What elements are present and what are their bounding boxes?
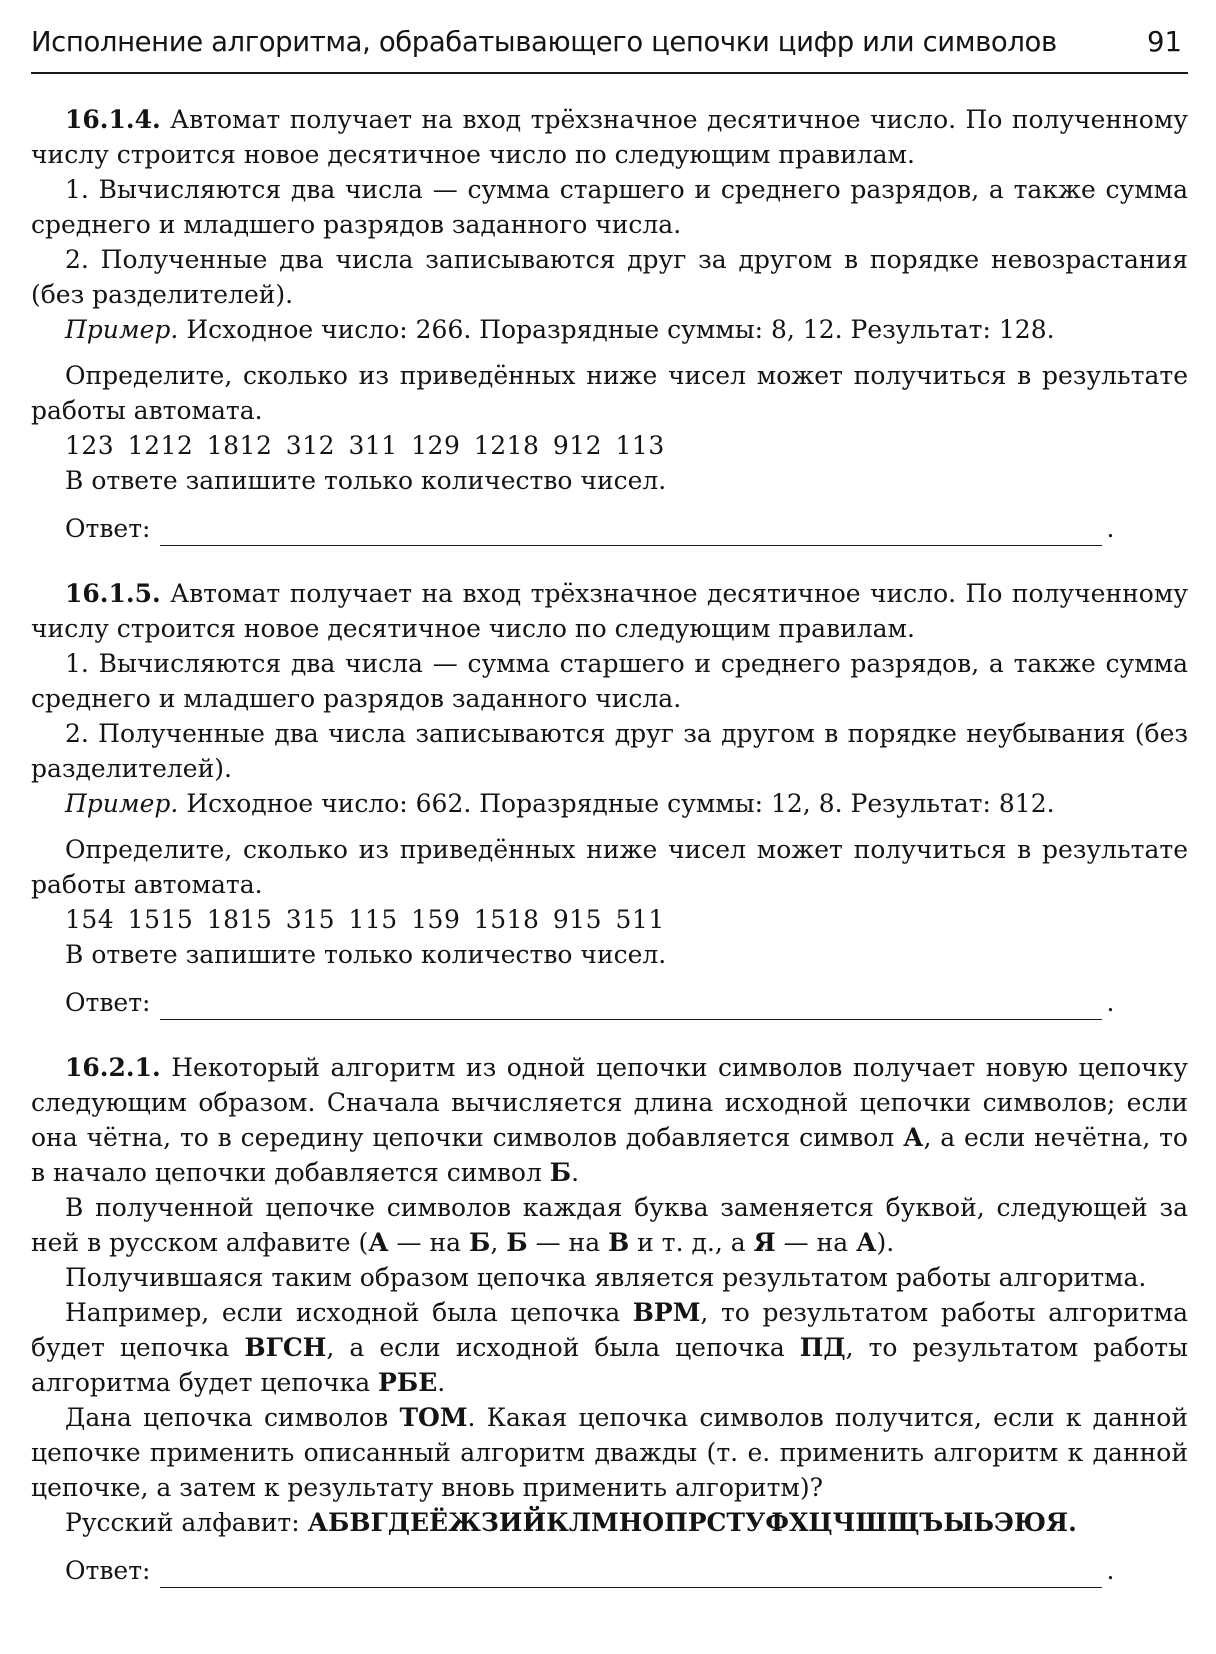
example: Пример. Исходное число: 662. Поразрядные суммы: 12, 8. Результат: 812. [65, 789, 1055, 818]
rule-2: 2. Полученные два числа записываются друг за другом в порядке невозрастания (без разделителей). [31, 245, 1188, 309]
answer-field[interactable] [160, 1559, 1102, 1588]
answer-row: Ответ: . [31, 982, 1188, 1020]
example-label: Пример. [65, 789, 179, 818]
rule-1: 1. Вычисляются два числа — сумма старшего и среднего разрядов, а также сумма среднего и младшего разрядов заданного числа. [31, 649, 1188, 713]
page-number: 91 [1147, 26, 1182, 58]
task-16-2-1 [31, 1050, 1188, 1588]
page-header [31, 22, 1188, 74]
task-16-1-5 [31, 576, 1188, 1020]
question: Дана цепочка символов ТОМ. Какая цепочка символов получится, если к данной цепочке применить описанный алгоритм дважды (т. е. применить алгоритм к данной цепочке, а затем к результату вновь применить алгоритм)? [31, 1403, 1188, 1502]
rule-2: 2. Полученные два числа записываются друг за другом в порядке неубывания (без разделителей). [31, 719, 1188, 783]
answer-field[interactable] [160, 991, 1102, 1020]
alphabet: АБВГДЕЁЖЗИЙКЛМНОПРСТУФХЦЧШЩЪЫЬЭЮЯ. [307, 1508, 1077, 1537]
instruction: В ответе запишите только количество чисел. [65, 466, 667, 495]
answer-label: Ответ: [65, 1556, 151, 1585]
replacement-rule: В полученной цепочке символов каждая буква заменяется буквой, следующей за ней в русском алфавите (А — на Б, Б — на В и т. д., а Я — на А). [31, 1193, 1188, 1257]
task-number: 16.1.5. [65, 579, 161, 608]
task-intro: 16.1.5. Автомат получает на вход трёхзначное десятичное число. По полученному числу строится новое десятичное число по следующим правилам. [31, 579, 1188, 643]
answer-row: Ответ: . [31, 1550, 1188, 1588]
chapter-title: Исполнение алгоритма, обрабатывающего цепочки цифр или символов [31, 26, 1057, 58]
question: Определите, сколько из приведённых ниже чисел может получиться в результате работы автомата. [31, 835, 1188, 899]
answer-row: Ответ: . [31, 508, 1188, 546]
alphabet-line: Русский алфавит: АБВГДЕЁЖЗИЙКЛМНОПРСТУФХЦЧШЩЪЫЬЭЮЯ. [65, 1508, 1077, 1537]
rule-1: 1. Вычисляются два числа — сумма старшего и среднего разрядов, а также сумма среднего и младшего разрядов заданного числа. [31, 175, 1188, 239]
candidate-numbers: 154 1515 1815 315 115 159 1518 915 511 [65, 905, 665, 934]
result-note: Получившаяся таким образом цепочка является результатом работы алгоритма. [65, 1263, 1147, 1292]
candidate-numbers: 123 1212 1812 312 311 129 1218 912 113 [65, 431, 665, 460]
task-number: 16.2.1. [65, 1053, 161, 1082]
task-intro: 16.2.1. Некоторый алгоритм из одной цепочки символов получает новую цепочку следующим образом. Сначала вычисляется длина исходной цепочки символов; если она чётна, то в середину цепочки символов добавляется символ А, а если нечётна, то в начало цепочки добавляется символ Б. [31, 1053, 1188, 1187]
task-intro: 16.1.4. Автомат получает на вход трёхзначное десятичное число. По полученному числу строится новое десятичное число по следующим правилам. [31, 105, 1188, 169]
example: Например, если исходной была цепочка ВРМ, то результатом работы алгоритма будет цепочка ВГСН, а если исходной была цепочка ПД, то результатом работы алгоритма будет цепочка РБЕ. [31, 1298, 1189, 1397]
instruction: В ответе запишите только количество чисел. [65, 940, 667, 969]
answer-label: Ответ: [65, 988, 151, 1017]
answer-field[interactable] [160, 517, 1102, 546]
task-16-1-4 [31, 102, 1188, 546]
page-body [31, 102, 1188, 1618]
example: Пример. Исходное число: 266. Поразрядные суммы: 8, 12. Результат: 128. [65, 315, 1055, 344]
answer-label: Ответ: [65, 514, 151, 543]
question: Определите, сколько из приведённых ниже чисел может получиться в результате работы автомата. [31, 361, 1188, 425]
example-label: Пример. [65, 315, 179, 344]
task-number: 16.1.4. [65, 105, 161, 134]
